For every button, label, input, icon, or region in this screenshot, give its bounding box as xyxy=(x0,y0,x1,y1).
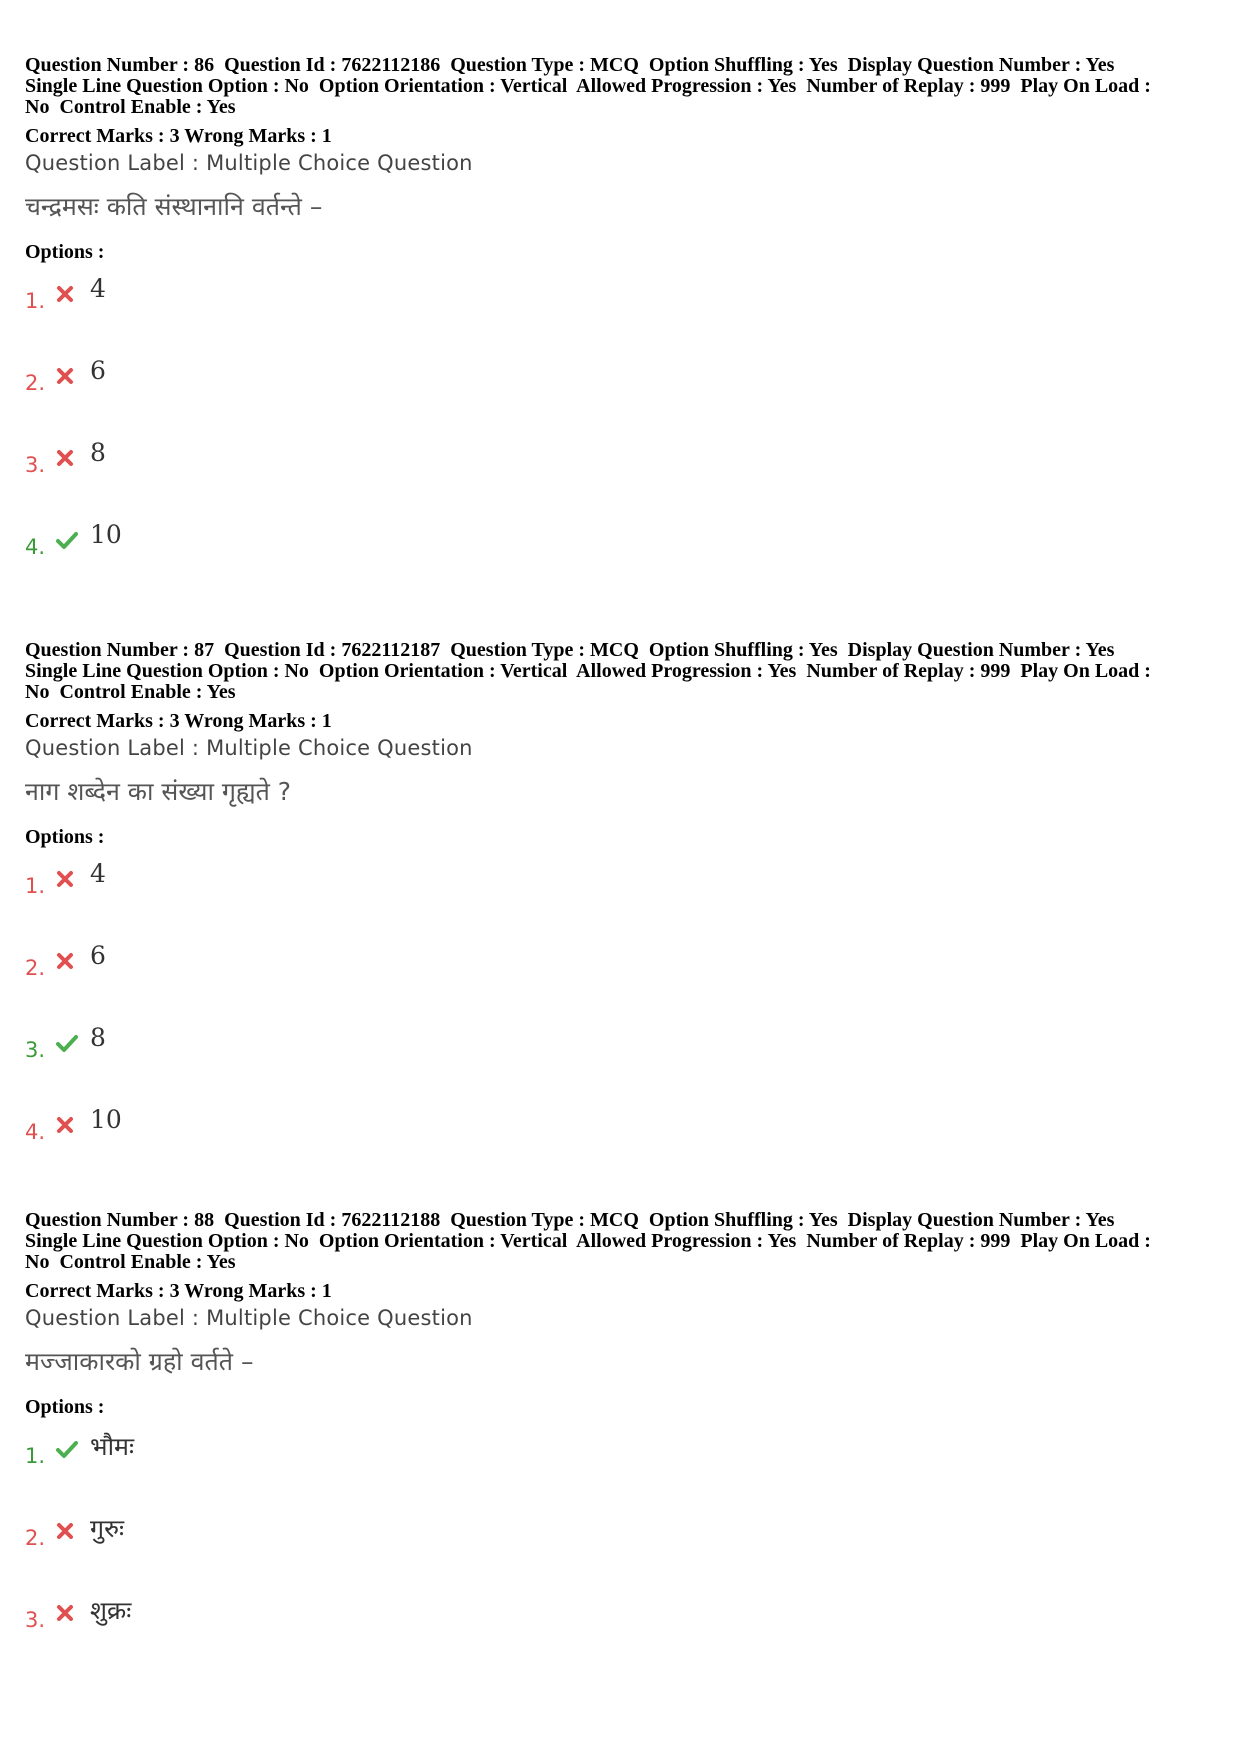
question-text: मज्जाकारको ग्रहो वर्तते – xyxy=(25,1347,254,1376)
option-item xyxy=(25,1593,1215,1675)
option-item xyxy=(25,438,1215,520)
question-label: Question Label : Multiple Choice Question xyxy=(25,736,473,760)
option-item xyxy=(25,520,1215,602)
question-meta: Question Number : 88 Question Id : 7622112188 Question Type : MCQ Option Shuffling : Yes Display Question Number : Yes Single Line Question Option : No Option Orientation : Vertical Allowed Progression : Yes Number of Replay : 999 Play On Load : No Control Enable : Yes xyxy=(25,1209,1151,1273)
option-number: 2. xyxy=(25,956,46,980)
option-list xyxy=(25,274,1215,602)
option-item xyxy=(25,1023,1215,1105)
check-icon xyxy=(55,530,79,550)
question-meta: Question Number : 86 Question Id : 7622112186 Question Type : MCQ Option Shuffling : Yes Display Question Number : Yes Single Line Question Option : No Option Orientation : Vertical Allowed Progression : Yes Number of Replay : 999 Play On Load : No Control Enable : Yes xyxy=(25,54,1151,118)
option-text: 4 xyxy=(90,859,106,888)
cross-icon xyxy=(55,366,75,386)
option-number: 4. xyxy=(25,1120,46,1144)
cross-icon xyxy=(55,284,75,304)
option-text: 10 xyxy=(90,520,122,549)
option-number: 1. xyxy=(25,289,46,313)
cross-icon xyxy=(55,951,75,971)
cross-icon xyxy=(55,1521,75,1541)
option-text: गुरुः xyxy=(90,1514,125,1543)
question-block xyxy=(25,640,1215,1187)
question-label: Question Label : Multiple Choice Question xyxy=(25,151,473,175)
option-text: भौमः xyxy=(90,1432,135,1461)
cross-icon xyxy=(55,1115,75,1135)
option-number: 2. xyxy=(25,1526,46,1550)
option-number: 3. xyxy=(25,453,46,477)
options-heading: Options : xyxy=(25,1396,105,1418)
option-text: 6 xyxy=(90,941,106,970)
options-heading: Options : xyxy=(25,241,105,263)
question-marks: Correct Marks : 3 Wrong Marks : 1 xyxy=(25,1280,332,1302)
option-item xyxy=(25,1511,1215,1593)
option-text: शुक्रः xyxy=(90,1596,132,1625)
option-item xyxy=(25,274,1215,356)
options-heading: Options : xyxy=(25,826,105,848)
option-number: 3. xyxy=(25,1038,46,1062)
option-list xyxy=(25,1429,1215,1675)
option-item xyxy=(25,859,1215,941)
option-item xyxy=(25,1429,1215,1511)
option-text: 4 xyxy=(90,274,106,303)
question-block xyxy=(25,1210,1215,1675)
question-meta: Question Number : 87 Question Id : 7622112187 Question Type : MCQ Option Shuffling : Yes Display Question Number : Yes Single Line Question Option : No Option Orientation : Vertical Allowed Progression : Yes Number of Replay : 999 Play On Load : No Control Enable : Yes xyxy=(25,639,1151,703)
cross-icon xyxy=(55,448,75,468)
option-text: 10 xyxy=(90,1105,122,1134)
cross-icon xyxy=(55,869,75,889)
check-icon xyxy=(55,1439,79,1459)
option-item xyxy=(25,1105,1215,1187)
question-marks: Correct Marks : 3 Wrong Marks : 1 xyxy=(25,710,332,732)
option-number: 3. xyxy=(25,1608,46,1632)
question-text: चन्द्रमसः कति संस्थानानि वर्तन्ते – xyxy=(25,192,323,221)
check-icon xyxy=(55,1033,79,1053)
question-label: Question Label : Multiple Choice Question xyxy=(25,1306,473,1330)
option-text: 8 xyxy=(90,438,106,467)
question-block xyxy=(25,55,1215,602)
option-number: 2. xyxy=(25,371,46,395)
option-text: 8 xyxy=(90,1023,106,1052)
option-item xyxy=(25,941,1215,1023)
option-number: 4. xyxy=(25,535,46,559)
option-text: 6 xyxy=(90,356,106,385)
option-number: 1. xyxy=(25,1444,46,1468)
option-item xyxy=(25,356,1215,438)
option-number: 1. xyxy=(25,874,46,898)
question-marks: Correct Marks : 3 Wrong Marks : 1 xyxy=(25,125,332,147)
question-text: नाग शब्देन का संख्या गृह्यते ? xyxy=(25,777,292,806)
option-list xyxy=(25,859,1215,1187)
cross-icon xyxy=(55,1603,75,1623)
